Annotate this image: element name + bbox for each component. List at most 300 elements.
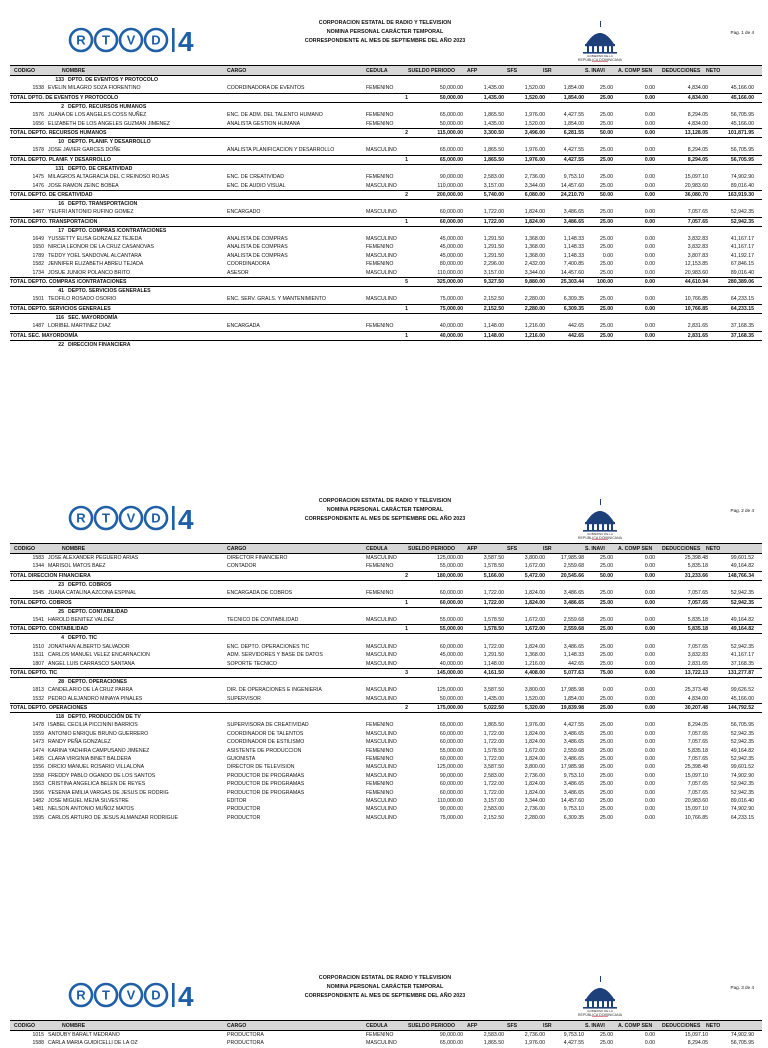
cell-sueldo: 45,000.00 (439, 652, 463, 659)
cell-acomp: 0.00 (644, 209, 655, 216)
page-number: Pag. 2 de 4 (730, 508, 754, 513)
cell-afp: 1,722.00 (483, 730, 504, 737)
cell-name: CARLOS MANUEL VELEZ ENCARNACION (48, 652, 150, 659)
cell-sueldo: 180,000.00 (437, 572, 463, 579)
cell-inavi: 25.00 (600, 756, 613, 763)
cell-isr: 4,427.55 (563, 112, 584, 119)
cell-code: 1541 (32, 616, 44, 623)
cell-sex: MASCULINO (366, 182, 397, 189)
cell-sfs: 1,976.00 (524, 722, 545, 729)
cell-inavi: 100.00 (597, 279, 613, 286)
cell-acomp: 0.00 (644, 191, 655, 198)
cell-afp: 5,740.00 (483, 191, 504, 198)
cell-sfs: 1,520.00 (524, 695, 545, 702)
cell-name: EVELIN MILAGRO SOZA FIORENTINO (48, 85, 141, 92)
cell-neto: 52,942.35 (730, 739, 754, 746)
cell-code: 1650 (32, 244, 44, 251)
cell-name: DIRCIO MANUEL ROSARIO VILLALONA (48, 764, 145, 771)
cell-cargo: ENCARGADA (227, 323, 260, 330)
cell-cargo: SUPERVISORA DE CREATIVIDAD (227, 722, 309, 729)
cell-isr: 3,486.65 (563, 756, 584, 763)
cell-sueldo: 75,000.00 (439, 296, 463, 303)
cell-afp: 1,722.00 (483, 590, 504, 597)
cell-cargo: ANALISTA GESTION HUMANA (227, 120, 301, 127)
cell-name: TOTAL DEPTO. PLANIF. Y DESARROLLO (10, 156, 111, 163)
cell-sfs: 2,432.00 (524, 261, 545, 268)
column-header-row (10, 543, 762, 554)
cell-neto: 52,942.35 (730, 789, 754, 796)
logo-letter: R (76, 510, 86, 526)
cell-inavi: 25.00 (600, 722, 613, 729)
employee-row (10, 616, 762, 624)
cell-neto: 64,233.15 (730, 814, 754, 821)
cell-ded: 2,831.65 (687, 323, 708, 330)
cell-afp: 1,722.00 (483, 739, 504, 746)
cell-sfs: 1,368.00 (524, 252, 545, 259)
payroll-table (10, 65, 762, 349)
cell-afp: 3,300.50 (483, 129, 504, 136)
department-name: SEC. MAYORDOMÍA (68, 314, 118, 321)
cell-inavi: 75.00 (600, 669, 613, 676)
cell-acomp: 0.00 (644, 555, 655, 561)
cell-sueldo: 60,000.00 (439, 209, 463, 216)
cell-acomp: 0.00 (644, 120, 655, 127)
cell-name: TOTAL DPTO. DE EVENTOS Y PROTOCOLO (10, 94, 119, 101)
cell-sueldo: 50,000.00 (439, 695, 463, 702)
cell-sueldo: 55,000.00 (439, 626, 463, 633)
cell-sex: MASCULINO (366, 739, 397, 746)
cell-afp: 1,722.00 (483, 756, 504, 763)
cell-neto: 89,016.40 (730, 797, 754, 804)
cell-sfs: 2,280.00 (524, 305, 545, 312)
employee-row (10, 643, 762, 651)
cell-sfs: 5,472.00 (524, 572, 545, 579)
cell-isr: 1,148.33 (563, 252, 584, 259)
department-row (10, 76, 762, 84)
column-header: NETO (706, 67, 721, 74)
cell-acomp: 0.00 (644, 156, 655, 163)
cell-sex: FEMENINO (366, 244, 394, 251)
cell-afp: 1,148.00 (483, 332, 504, 339)
cell-sueldo: 90,000.00 (439, 174, 463, 181)
cell-inavi: 25.00 (600, 626, 613, 633)
cell-sueldo: 40,000.00 (439, 332, 463, 339)
cell-isr: 3,486.65 (563, 209, 584, 216)
cell-ded: 7,057.65 (687, 643, 708, 650)
logo-letter: T (102, 987, 110, 1003)
cell-isr: 7,400.85 (563, 261, 584, 268)
cell-acomp: 0.00 (644, 236, 655, 243)
cell-isr: 6,281.55 (563, 129, 584, 136)
cell-acomp: 0.00 (644, 182, 655, 189)
department-name: DIRECCION FINANCIERA (68, 341, 131, 348)
cell-neto: 131,277.87 (728, 669, 754, 676)
cell-isr: 17,985.98 (560, 555, 584, 561)
cell-inavi: 25.00 (600, 563, 613, 570)
cell-isr: 3,486.65 (563, 730, 584, 737)
cell-inavi: 25.00 (600, 120, 613, 127)
cell-afp: 1,865.50 (483, 1040, 504, 1047)
cell-sueldo: 45,000.00 (439, 236, 463, 243)
column-header: NETO (706, 545, 721, 552)
cell-code: 1813 (32, 687, 44, 694)
cell-code: 1578 (32, 147, 44, 154)
cell-cargo: COORDINADORA DE EVENTOS (227, 85, 305, 92)
cell-ded: 3,832.83 (687, 652, 708, 659)
cell-name: LORIBEL MARTINEZ DIAZ (48, 323, 111, 330)
cell-cargo: COORDINADOR DE TALENTOS (227, 730, 304, 737)
cell-neto: 52,942.35 (730, 643, 754, 650)
cell-afp: 3,157.00 (483, 182, 504, 189)
cell-cargo: COORDINADOR DE ESTILISMO (227, 739, 305, 746)
cell-neto: 45,166.00 (730, 120, 754, 127)
total-row (10, 190, 762, 200)
cell-name: TEDDY YOEL SANDOVAL ALCANTARA (48, 252, 142, 259)
cell-ded: 5,835.18 (687, 563, 708, 570)
cell-isr: 17,985.98 (560, 764, 584, 771)
cell-sex: MASCULINO (366, 730, 397, 737)
employee-row (10, 651, 762, 659)
cell-acomp: 0.00 (644, 112, 655, 119)
cell-sfs: 9,880.00 (524, 279, 545, 286)
department-code: 118 (55, 714, 64, 721)
cell-cargo: ENC. SERV. GRALS. Y MANTENIMIENTO (227, 296, 326, 303)
cell-sueldo: 50,000.00 (439, 85, 463, 92)
department-row (10, 103, 762, 111)
cell-ded: 15,097.10 (684, 174, 708, 181)
cell-sueldo: 90,000.00 (439, 1032, 463, 1038)
cell-afp: 1,291.50 (483, 236, 504, 243)
cell-afp: 1,148.00 (483, 323, 504, 330)
cell-cargo: ANALISTA PLANIFICACION Y DESARROLLO (227, 147, 335, 154)
employee-row (10, 120, 762, 128)
cell-cargo: ENC. DE CREATIVIDAD (227, 174, 284, 181)
cell-cargo: ASESOR (227, 269, 249, 276)
cell-code: 1473 (32, 739, 44, 746)
cell-sfs: 1,976.00 (524, 1040, 545, 1047)
cell-sueldo: 60,000.00 (439, 756, 463, 763)
cell-inavi: 0.00 (602, 687, 613, 694)
report-header (240, 19, 530, 46)
cell-name: JUANA CATALINA AZCONA ESPINAL (48, 590, 137, 597)
cell-code: 1481 (32, 806, 44, 813)
column-header: SFS (507, 545, 518, 552)
logo-letter: V (126, 987, 136, 1003)
page-number: Pag. 1 de 4 (730, 30, 754, 35)
cell-code: 1510 (32, 643, 44, 650)
cell-afp: 1,148.00 (483, 660, 504, 667)
department-name: DEPTO. CONTABILIDAD (68, 608, 128, 615)
cell-neto: 41,167.17 (730, 236, 754, 243)
cell-neto: 144,792.52 (728, 705, 754, 712)
cell-name: HAROLD BENITEZ VALDEZ (48, 616, 115, 623)
employee-row (10, 660, 762, 668)
cell-neto: 37,168.35 (730, 660, 754, 667)
cell-afp: 1,722.00 (483, 209, 504, 216)
cell-neto: 45,166.00 (730, 94, 754, 101)
cell-sfs: 4,408.00 (524, 669, 545, 676)
cell-neto: 74,902.90 (730, 806, 754, 813)
cell-sfs: 1,824.00 (524, 789, 545, 796)
cell-afp: 3,587.50 (483, 764, 504, 771)
cell-sfs: 3,344.00 (524, 797, 545, 804)
cell-code: 1656 (32, 120, 44, 127)
employee-row (10, 1039, 762, 1047)
cell-neto: 41,192.17 (730, 252, 754, 259)
cell-cargo: GUIONISTA (227, 756, 256, 763)
cell-cargo: SUPERVISOR (227, 695, 261, 702)
cell-sfs: 2,736.00 (524, 174, 545, 181)
cell-name: PEDRO ALEJANDRO MINAYA PINALES (48, 695, 143, 702)
cell-isr: 1,854.00 (563, 94, 584, 101)
total-row (10, 128, 762, 138)
department-name: DEPTO. DE CREATIVIDAD (68, 165, 133, 172)
cell-neto: 99,626.52 (730, 687, 754, 694)
cell-isr: 9,753.10 (563, 806, 584, 813)
employee-row (10, 146, 762, 154)
cell-isr: 2,559.68 (563, 616, 584, 623)
cell-ded: 12,153.85 (684, 261, 708, 268)
department-name: DEPTO. TIC (68, 635, 98, 642)
cell-sex: FEMENINO (366, 590, 394, 597)
cell-inavi: 25.00 (600, 599, 613, 606)
cell-name: JOSE RAMON ZEINC BOBEA (48, 182, 119, 189)
cell-neto: 52,942.35 (730, 756, 754, 763)
cell-inavi: 25.00 (600, 797, 613, 804)
cell-neto: 41,167.17 (730, 652, 754, 659)
cell-afp: 9,327.50 (483, 279, 504, 286)
cell-neto: 56,705.95 (730, 147, 754, 154)
cell-ded: 7,057.65 (687, 590, 708, 597)
logo-divider (172, 28, 175, 52)
cell-sueldo: 65,000.00 (439, 1040, 463, 1047)
department-code: 10 (58, 138, 64, 145)
cell-isr: 17,985.98 (560, 687, 584, 694)
cell-neto: 49,164.82 (730, 563, 754, 570)
logo-letter: R (76, 987, 86, 1003)
cell-sex: MASCULINO (366, 643, 397, 650)
cell-cargo: ASISTENTE DE PRODUCCION (227, 747, 302, 754)
cell-ded: 8,294.05 (687, 722, 708, 729)
cell-name: ELIZABETH DE LOS ANGELES GUZMAN JIMENEZ (48, 120, 170, 127)
column-header: A. COMP SEN (618, 545, 653, 552)
cell-code: 1807 (32, 660, 44, 667)
seal-caption-2: REPÚBLICA DOMINICANA (577, 58, 623, 62)
cell-neto: 52,942.35 (730, 730, 754, 737)
cell-neto: 45,166.00 (730, 695, 754, 702)
logo-letter: D (151, 510, 161, 526)
cell-sueldo: 55,000.00 (439, 747, 463, 754)
cell-inavi: 50.00 (600, 191, 613, 198)
cell-isr: 6,309.35 (563, 814, 584, 821)
seal-caption-1: GOBIERNO DE LA (587, 532, 613, 536)
cell-neto: 74,902.90 (730, 772, 754, 779)
cell-acomp: 0.00 (644, 730, 655, 737)
cell-neto: 52,942.35 (730, 218, 754, 225)
cell-ded: 7,057.65 (687, 739, 708, 746)
cell-name: JOSE MIGUEL MEJIA SILVESTRE (48, 797, 129, 804)
logo-letter: T (102, 510, 110, 526)
cell-name: MARISOL MATOS BAEZ (48, 563, 106, 570)
cell-sueldo: 45,000.00 (439, 244, 463, 251)
cell-name: CLARA VIRGINIA BINET BALDERA (48, 756, 132, 763)
cell-inavi: 25.00 (600, 112, 613, 119)
cell-sueldo: 60,000.00 (439, 781, 463, 788)
department-row (10, 287, 762, 295)
column-header: SUELDO PERIODO (408, 67, 455, 74)
header-title: NOMINA PERSONAL CARÁCTER TEMPORAL (326, 984, 444, 990)
cell-sfs: 1,976.00 (524, 156, 545, 163)
cell-inavi: 50.00 (600, 572, 613, 579)
cell-acomp: 0.00 (644, 756, 655, 763)
employee-row (10, 173, 762, 181)
cell-ded: 3,807.83 (687, 252, 708, 259)
cell-afp: 3,157.00 (483, 269, 504, 276)
cell-isr: 1,148.33 (563, 244, 584, 251)
cell-sueldo: 40,000.00 (439, 323, 463, 330)
cell-neto: 56,705.95 (730, 156, 754, 163)
cell-afp: 2,296.00 (483, 261, 504, 268)
employee-row (10, 562, 762, 570)
logo-letter: T (102, 32, 110, 48)
employee-row (10, 554, 762, 562)
cell-afp: 1,865.50 (483, 722, 504, 729)
cell-sueldo: 115,000.00 (437, 129, 463, 136)
cell-sex: MASCULINO (366, 772, 397, 779)
cell-isr: 9,753.10 (563, 1032, 584, 1038)
logo-letter: R (76, 32, 86, 48)
department-row (10, 581, 762, 589)
cell-sex: FEMENINO (366, 781, 394, 788)
cell-sfs: 2,280.00 (524, 814, 545, 821)
cell-afp: 1,291.50 (483, 252, 504, 259)
column-header: ISR (543, 1022, 552, 1029)
cell-name: YEUFRI ANTONIO RUFINO GOMEZ (48, 209, 134, 216)
cell-sfs: 1,672.00 (524, 626, 545, 633)
seal-caption-2: REPÚBLICA DOMINICANA (577, 1013, 623, 1017)
cell-inavi: 25.00 (600, 806, 613, 813)
cell-neto: 37,168.35 (730, 323, 754, 330)
cell-acomp: 0.00 (644, 147, 655, 154)
cell-name: TOTAL DIRECCION FINANCIERA (10, 572, 91, 579)
cell-ded: 4,834.00 (687, 120, 708, 127)
cell-isr: 4,427.55 (563, 1040, 584, 1047)
cell-sueldo: 90,000.00 (439, 806, 463, 813)
cell-sueldo: 60,000.00 (439, 590, 463, 597)
department-name: DEPTO. PLANIF. Y DESARROLLO (68, 138, 151, 145)
cell-acomp: 0.00 (644, 269, 655, 276)
cell-inavi: 25.00 (600, 705, 613, 712)
cell-acomp: 0.00 (644, 252, 655, 259)
cell-sex: FEMENINO (366, 323, 394, 330)
cell-isr: 1,854.00 (563, 120, 584, 127)
cell-acomp: 0.00 (644, 305, 655, 312)
cell-acomp: 0.00 (644, 695, 655, 702)
cell-isr: 4,427.55 (563, 722, 584, 729)
cell-inavi: 25.00 (600, 244, 613, 251)
cell-sex: FEMENINO (366, 261, 394, 268)
cell-ded: 7,057.65 (687, 781, 708, 788)
header-period: CORRESPONDIENTE AL MES DE SEPTIEMBRE DEL AÑO 2023 (304, 993, 466, 999)
cell-inavi: 25.00 (600, 695, 613, 702)
cell-name: CANDELARIO DE LA CRUZ PARRA (48, 687, 133, 694)
cell-sueldo: 125,000.00 (437, 764, 463, 771)
cell-sfs: 1,672.00 (524, 563, 545, 570)
cell-acomp: 0.00 (644, 789, 655, 796)
cell-ded: 3,832.83 (687, 244, 708, 251)
cell-sueldo: 110,000.00 (437, 797, 463, 804)
cell-sex: FEMENINO (366, 1032, 394, 1038)
cell-sueldo: 65,000.00 (439, 722, 463, 729)
cell-sex: FEMENINO (366, 563, 394, 570)
cell-sex: MASCULINO (366, 806, 397, 813)
cell-afp: 3,587.50 (483, 555, 504, 561)
employee-row (10, 322, 762, 330)
cell-sex: MASCULINO (366, 252, 397, 259)
column-header: CODIGO (14, 1022, 36, 1029)
cell-sfs: 1,824.00 (524, 730, 545, 737)
cell-sex: FEMENINO (366, 756, 394, 763)
cell-sueldo: 325,000.00 (437, 279, 463, 286)
column-header: NOMBRE (62, 67, 86, 74)
cell-sfs: 1,824.00 (524, 590, 545, 597)
cell-sueldo: 175,000.00 (437, 705, 463, 712)
cell-sueldo: 110,000.00 (437, 182, 463, 189)
cell-afp: 1,865.50 (483, 156, 504, 163)
cell-code: 1789 (32, 252, 44, 259)
employee-row (10, 252, 762, 260)
cell-acomp: 0.00 (644, 806, 655, 813)
cell-sex: FEMENINO (366, 722, 394, 729)
cell-ded: 4,834.00 (687, 85, 708, 92)
column-header-row (10, 1020, 762, 1031)
cell-cargo: ENC. DE AUDIO VISUAL (227, 182, 286, 189)
cell-count: 3 (405, 669, 408, 676)
rtvd-logo (68, 503, 198, 533)
cell-afp: 2,583.00 (483, 806, 504, 813)
cell-sfs: 1,824.00 (524, 756, 545, 763)
cell-inavi: 25.00 (600, 747, 613, 754)
department-name: DEPTO. RECURSOS HUMANOS (68, 103, 147, 110)
cell-isr: 2,559.68 (563, 626, 584, 633)
cell-name: TOTAL DEPTO. TRANSPORTACION (10, 218, 98, 225)
cell-cargo: ADM. SERVIDORES Y BASE DE DATOS (227, 652, 323, 659)
cell-name: TOTAL SEC. MAYORDOMÍA (10, 332, 78, 339)
cell-acomp: 0.00 (644, 244, 655, 251)
cell-ded: 20,983.60 (684, 797, 708, 804)
cell-acomp: 0.00 (644, 332, 655, 339)
cell-ded: 44,610.94 (684, 279, 708, 286)
cell-sfs: 1,824.00 (524, 599, 545, 606)
cell-afp: 2,152.50 (483, 305, 504, 312)
cell-sex: MASCULINO (366, 652, 397, 659)
cell-acomp: 0.00 (644, 1040, 655, 1047)
seal-caption-1: GOBIERNO DE LA (587, 1009, 613, 1013)
cell-acomp: 0.00 (644, 279, 655, 286)
cell-name: NIRCIA LEONOR DE LA CRUZ CASANOVAS (48, 244, 154, 251)
cell-isr: 1,148.33 (563, 652, 584, 659)
cell-sfs: 1,520.00 (524, 94, 545, 101)
cell-isr: 14,457.60 (560, 797, 584, 804)
cell-neto: 52,942.35 (730, 599, 754, 606)
cell-acomp: 0.00 (644, 722, 655, 729)
cell-name: YESENIA EMILIA VARGAS DE JESUS DE RODRIG (48, 789, 169, 796)
cell-isr: 14,457.60 (560, 182, 584, 189)
cell-sfs: 3,800.00 (524, 555, 545, 561)
cell-count: 1 (405, 599, 408, 606)
cell-afp: 2,152.50 (483, 296, 504, 303)
employee-row (10, 789, 762, 797)
